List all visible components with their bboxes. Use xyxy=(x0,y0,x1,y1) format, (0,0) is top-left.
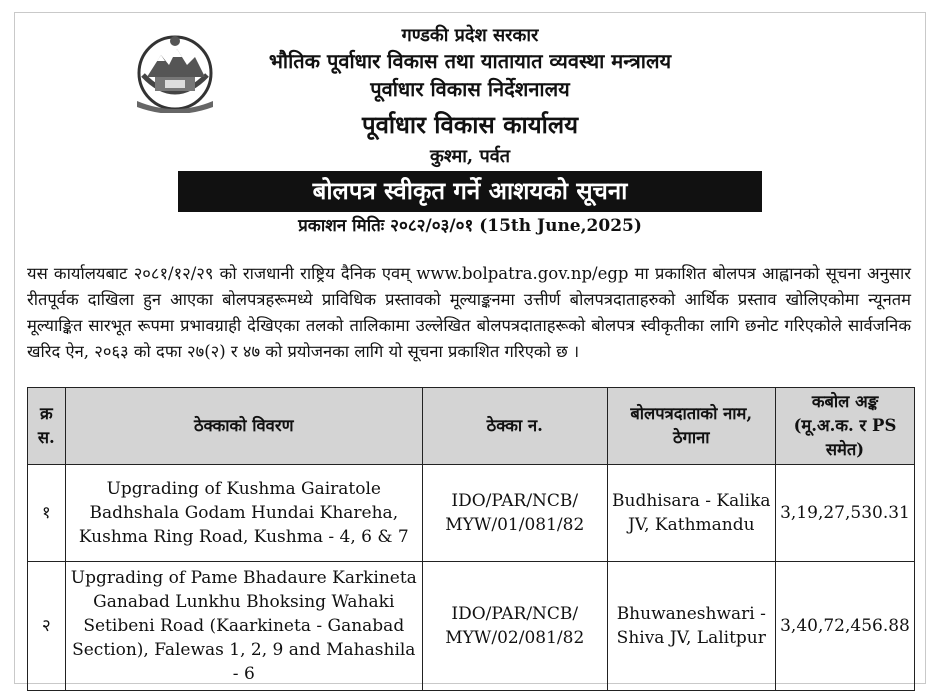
notice-banner: बोलपत्र स्वीकृत गर्ने आशयको सूचना xyxy=(178,171,762,212)
col-sn-header: क्र स. xyxy=(28,388,66,465)
cell-bidder: Bhuwaneshwari - Shiva JV, Lalitpur xyxy=(607,562,775,691)
cell-sn: १ xyxy=(28,465,66,562)
cell-amount: 3,19,27,530.31 xyxy=(775,465,914,562)
office-location: कुश्मा, पर्वत xyxy=(430,145,510,167)
cell-contract-no: IDO/PAR/NCB/ MYW/01/081/82 xyxy=(422,465,607,562)
province-title: गण्डकी प्रदेश सरकार xyxy=(401,25,539,46)
col-description-header: ठेक्काको विवरण xyxy=(65,388,422,465)
notice-page xyxy=(14,12,926,684)
cell-description: Upgrading of Kushma Gairatole Badhshala Godam Hundai Khareha, Kushma Ring Road, Kushma - 4, 6 & 7 xyxy=(65,465,422,562)
col-contract-no-header: ठेक्का न. xyxy=(422,388,607,465)
col-bidder-header: बोलपत्रदाताको नाम, ठेगाना xyxy=(607,388,775,465)
cell-sn: २ xyxy=(28,562,66,691)
table-header-row xyxy=(28,388,915,465)
table-row xyxy=(28,562,915,691)
office-title: पूर्वाधार विकास कार्यालय xyxy=(361,110,579,140)
bid-acceptance-table xyxy=(27,387,915,691)
cell-amount: 3,40,72,456.88 xyxy=(775,562,914,691)
col-amount-header: कबोल अङ्क (मू.अ.क. र PS समेत) xyxy=(775,388,914,465)
cell-description: Upgrading of Pame Bhadaure Karkineta Ganabad Lunkhu Bhoksing Wahaki Setibeni Road (Kaarkineta - Ganabad Section), Falewas 1, 2, 9 and Mahashila - 6 xyxy=(65,562,422,691)
publish-date: प्रकाशन मितिः २०८२/०३/०१ (15th June,2025) xyxy=(298,215,642,236)
notice-header xyxy=(15,25,925,236)
directorate-title: पूर्वाधार विकास निर्देशनालय xyxy=(370,76,570,101)
cell-contract-no: IDO/PAR/NCB/ MYW/02/081/82 xyxy=(422,562,607,691)
table-row xyxy=(28,465,915,562)
notice-paragraph: यस कार्यालयबाट २०८१/१२/२९ को राजधानी राष्ट्रिय दैनिक एवम् www.bolpatra.gov.np/egp मा प्रकाशित बोलपत्र आह्वानको सूचना अनुसार रीतपूर्वक दाखिला हुन आएका बोलपत्रहरूमध्ये प्राविधिक प्रस्तावको मूल्याङ्कनमा उत्तीर्ण बोलपत्रदाताहरुको आर्थिक प्रस्ताव खोलिएकोमा न्यूनतम मूल्याङ्कित सारभूत रूपमा प्रभावग्राही देखिएका तलको तालिकामा उल्लेखित बोलपत्रदाताहरूको बोलपत्र स्वीकृतीका लागि छनोट गरिएकोले सार्वजनिक खरिद ऐन, २०६३ को दफा २७(२) र ४७ को प्रयोजनका लागि यो सूचना प्रकाशित गरिएको छ । xyxy=(27,263,911,361)
cell-bidder: Budhisara - Kalika JV, Kathmandu xyxy=(607,465,775,562)
ministry-title: भौतिक पूर्वाधार विकास तथा यातायात व्यवस्था मन्त्रालय xyxy=(268,49,672,74)
